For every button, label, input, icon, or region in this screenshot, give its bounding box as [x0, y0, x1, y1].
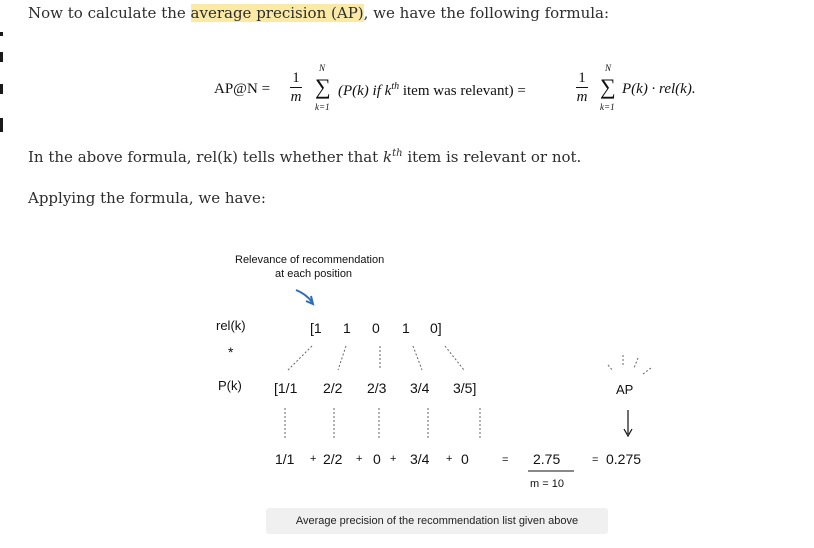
- dotted-connector: [338, 346, 346, 370]
- intro-paragraph: [28, 4, 609, 22]
- pointer-arrow: [296, 290, 312, 302]
- plus-sign: +: [356, 453, 363, 465]
- rel-value: 1: [343, 320, 351, 336]
- page-edge-mark: [0, 52, 3, 62]
- pk-value: [1/1: [274, 380, 298, 396]
- equals-sign: =: [502, 454, 509, 466]
- relevance-title-line1: Relevance of recommendation: [235, 254, 385, 266]
- intro-text-after: , we have the following formula:: [363, 4, 610, 22]
- ap-calculation-diagram: [200, 250, 670, 540]
- equals-sign: =: [592, 454, 599, 466]
- pk-value: 3/5]: [453, 380, 477, 396]
- ap-formula: [214, 64, 754, 116]
- term1-superscript: th: [391, 81, 400, 92]
- fraction-numerator: 1: [578, 70, 586, 86]
- diagram-caption: Average precision of the recommendation list given above: [266, 508, 608, 534]
- rel-value: 1: [402, 320, 410, 336]
- sum-lower-limit: k=1: [315, 102, 330, 112]
- sigma-symbol: ∑: [315, 74, 331, 99]
- dotted-connector: [288, 346, 312, 370]
- sum-term: 1/1: [275, 451, 295, 467]
- dotted-connector: [634, 358, 638, 368]
- dotted-connector: [445, 346, 464, 370]
- page-edge-mark: [0, 118, 3, 132]
- fraction-numerator: 1: [292, 70, 300, 86]
- sum-term: 0: [373, 451, 381, 467]
- rel-value: [1: [310, 320, 322, 336]
- sum-upper-limit: N: [605, 63, 612, 73]
- plus-sign: +: [390, 453, 397, 465]
- sum-upper-limit: N: [319, 63, 326, 73]
- note-text-before: In the above formula, rel(k) tells whether that: [28, 148, 383, 166]
- page-edge-mark: [0, 84, 3, 94]
- dotted-connector: [643, 368, 651, 374]
- sum-term: 3/4: [410, 451, 430, 467]
- dotted-connector: [608, 365, 613, 371]
- fraction-denominator: m: [576, 89, 588, 105]
- pk-value: 2/2: [323, 380, 343, 396]
- term1-part-b: item was relevant) =: [399, 83, 526, 99]
- pk-value: 2/3: [367, 380, 387, 396]
- rel-label: rel(k): [216, 318, 246, 333]
- dotted-connector: [413, 346, 422, 370]
- rel-value: 0]: [430, 320, 442, 336]
- sum-term: 0: [461, 451, 469, 467]
- connector-lines: [200, 250, 670, 540]
- note-k: k: [382, 148, 393, 166]
- note-paragraph: [28, 148, 581, 166]
- applying-paragraph: Applying the formula, we have:: [28, 189, 266, 207]
- formula-term-2: P(k) · rel(k).: [622, 81, 696, 97]
- fraction-denominator: m: [290, 89, 302, 105]
- pk-value: 3/4: [410, 380, 430, 396]
- result-value: 0.275: [606, 451, 642, 467]
- denominator-value: m = 10: [530, 478, 564, 490]
- fraction-bar: [290, 87, 302, 88]
- fraction-bar: [576, 87, 588, 88]
- numerator-value: 2.75: [533, 451, 561, 467]
- plus-sign: +: [446, 453, 453, 465]
- highlighted-term: average precision (AP): [190, 4, 364, 22]
- formula-lhs: AP@N =: [214, 81, 271, 97]
- ap-label: AP: [616, 382, 634, 397]
- sum-lower-limit: k=1: [600, 102, 615, 112]
- formula-term-1: [338, 81, 526, 100]
- note-superscript: th: [392, 148, 403, 159]
- pk-label: P(k): [218, 378, 242, 393]
- multiply-star: *: [228, 344, 234, 360]
- note-text-after: item is relevant or not.: [402, 148, 582, 166]
- page-edge-mark: [0, 32, 3, 36]
- sigma-symbol: ∑: [600, 74, 616, 99]
- intro-text-before: Now to calculate the: [28, 4, 191, 22]
- sum-term: 2/2: [323, 451, 343, 467]
- rel-value: 0: [372, 320, 380, 336]
- term1-part-a: (P(k) if k: [338, 83, 392, 99]
- plus-sign: +: [310, 453, 317, 465]
- formula-fraction-2: [576, 70, 588, 105]
- relevance-title-line2: at each position: [275, 268, 353, 280]
- formula-fraction-1: [290, 70, 302, 105]
